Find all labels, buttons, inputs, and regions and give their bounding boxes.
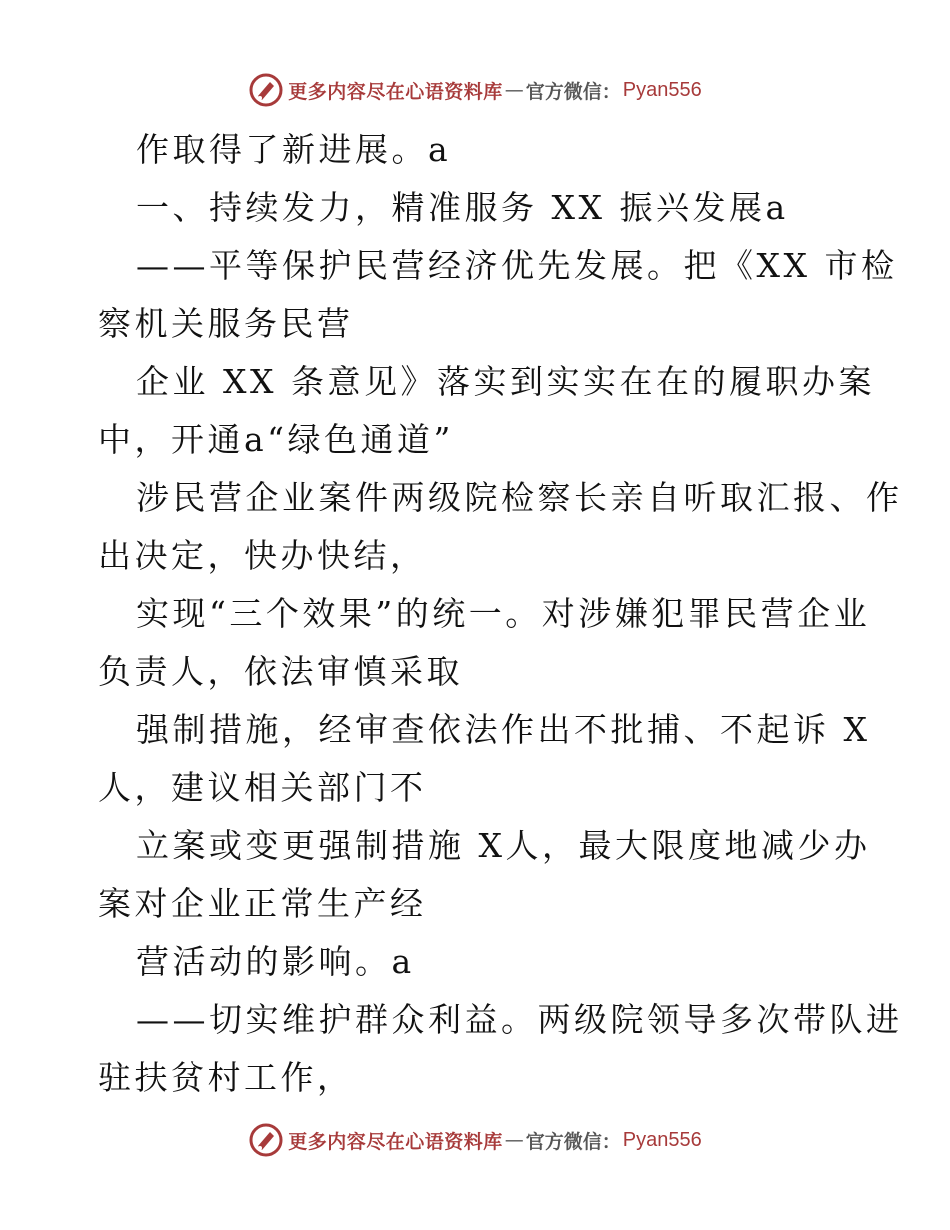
banner-wechat-label: 官方微信： [525,80,621,103]
body-line: 强制措施，经审查依法作出不批捕、不起诉 X [136,710,871,749]
body-line: ——平等保护民营经济优先发展。把《XX 市检 [136,246,898,285]
body-line: 驻扶贫村工作， [98,1058,354,1097]
banner-separator: — [504,1129,524,1151]
document-body [98,121,903,1107]
body-line: 察机关服务民营 [98,304,354,343]
body-line: 实现“三个效果”的统一。对涉嫌犯罪民营企业 [136,594,871,633]
banner-wechat-label: 官方微信： [525,1130,621,1153]
pen-seal-logo-icon [248,72,284,108]
body-line: 立案或变更强制措施 X人，最大限度地减少办 [136,826,871,865]
body-line: 人，建议相关部门不 [98,768,427,807]
body-line: 出决定，快办快结， [98,536,427,575]
footer-watermark-banner [0,1120,950,1160]
body-line: 案对企业正常生产经 [98,884,427,923]
body-line: 涉民营企业案件两级院检察长亲自听取汇报、作 [136,478,903,517]
section-heading: 一、持续发力，精准服务 XX 振兴发展a [136,188,789,227]
banner-wechat-id: Pyan556 [622,78,702,101]
body-line: ——切实维护群众利益。两级院领导多次带队进 [136,1000,903,1039]
banner-text: 更多内容尽在心语资料库 [288,1130,503,1153]
banner-separator: — [504,79,524,101]
body-line: 中，开通a“绿色通道” [98,420,454,459]
body-line: 企业 XX 条意见》落实到实实在在的履职办案 [136,362,875,401]
banner-text: 更多内容尽在心语资料库 [288,80,503,103]
pen-seal-logo-icon [248,1122,284,1158]
body-line: 作取得了新进展。a [136,130,452,169]
banner-wechat-id: Pyan556 [622,1128,702,1151]
header-watermark-banner [0,70,950,110]
body-line: 负责人，依法审慎采取 [98,652,463,691]
body-line: 营活动的影响。a [136,942,415,981]
